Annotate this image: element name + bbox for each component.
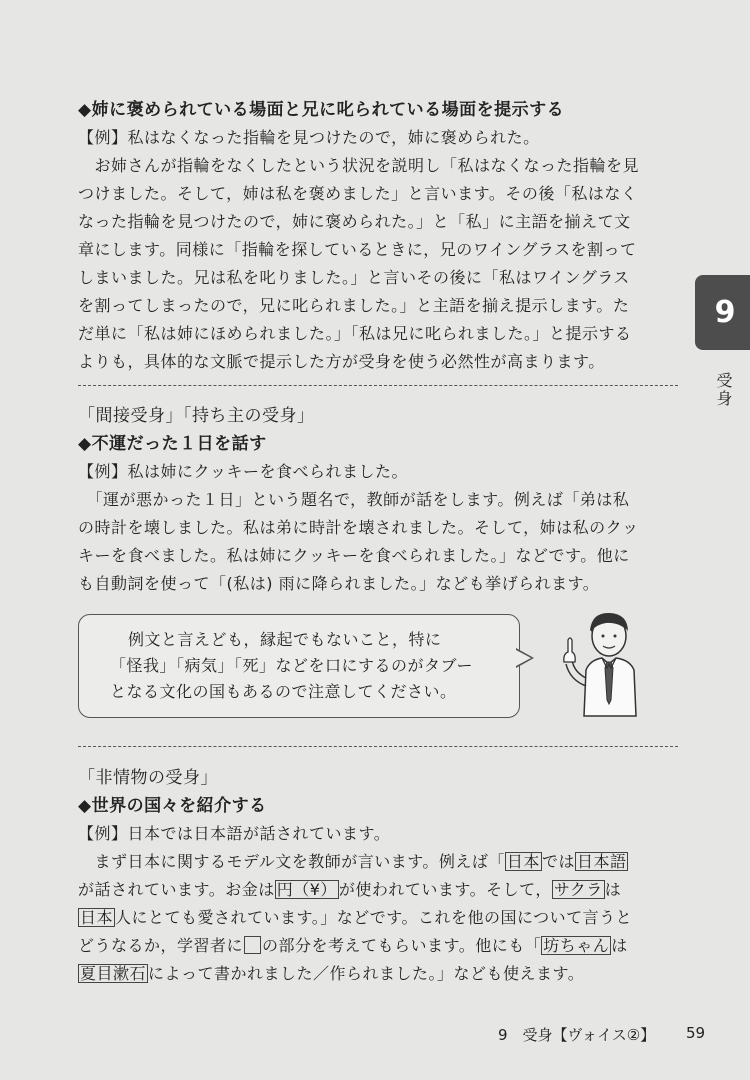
section1-body-line: だ単に「私は姉にほめられました。」「私は兄に叱られました。」と提示する — [78, 324, 632, 343]
boxed-term: 日本 — [80, 908, 114, 927]
boxed-term: 日本語 — [576, 852, 627, 871]
section1-body-line: 章にします。同様に「指輪を探しているときに，兄のワイングラスを割って — [78, 240, 637, 259]
section2-body-line: キーを食べました。私は姉にクッキーを食べられました。」などです。他に — [78, 546, 630, 565]
bubble-text-line: 「怪我」「病気」「死」などを口にするのがタブー — [110, 656, 474, 675]
section1-body-line: なった指輪を見つけたので，姉に褒められた。」と「私」に主語を揃えて文 — [78, 212, 631, 231]
chapter-label: 受身 — [714, 372, 733, 408]
section1-body-line: お姉さんが指輪をなくしたという状況を説明し「私はなくなった指輪を見 — [78, 156, 640, 175]
section1-body-line: しまいました。兄は私を叱りました。」と言いその後に「私はワイングラス — [78, 268, 630, 287]
chapter-tab — [695, 275, 750, 350]
bubble-text-line: 例文と言えども，縁起でもないこと，特に — [128, 630, 442, 649]
page-number: 59 — [686, 1024, 706, 1042]
section2-body-line: の時計を壊しました。私は弟に時計を壊されました。そして，姉は私のクッ — [78, 518, 639, 537]
section-divider — [78, 746, 678, 747]
chapter-number: 9 — [714, 295, 736, 330]
section1-body-line: つけました。そして，姉は私を褒めました」と言います。その後「私はなく — [78, 184, 638, 203]
blank-box — [244, 936, 261, 954]
bubble-text-line: となる文化の国もあるので注意してください。 — [110, 682, 457, 701]
section2-body-line: も自動詞を使って「(私は) 雨に降られました。」なども挙げられます。 — [78, 574, 600, 593]
boxed-term: 坊ちゃん — [543, 936, 610, 955]
section1-heading: ◆姉に褒められている場面と兄に叱られている場面を提示する — [78, 100, 565, 120]
section2-title: 「間接受身」「持ち主の受身」 — [78, 406, 315, 426]
boxed-term: 円（¥） — [276, 880, 337, 899]
section1-body-line: を割ってしまったので，兄に叱られました。」と主語を揃え提示します。た — [78, 296, 630, 315]
section3-body-line: どうなるか，学習者に の部分を考えてもらいます。他にも「 坊ちゃん は — [78, 936, 628, 955]
section1-example: 【例】私はなくなった指輪を見つけたので，姉に褒められた。 — [78, 128, 540, 147]
section3-example: 【例】日本では日本語が話されています。 — [78, 824, 391, 843]
section3-title: 「非情物の受身」 — [78, 768, 218, 788]
section2-example: 【例】私は姉にクッキーを食べられました。 — [78, 462, 409, 481]
section2-heading: ◆不運だった１日を話す — [78, 434, 267, 454]
section-divider — [78, 385, 678, 386]
section3-body-line: まず日本に関するモデル文を教師が言います。例えば「 日本 では 日本語 — [78, 852, 627, 871]
section1-body-line: よりも，具体的な文脈で提示した方が受身を使う必然性が高まります。 — [78, 352, 605, 371]
section3-heading: ◆世界の国々を紹介する — [78, 796, 267, 816]
teacher-illustration — [560, 608, 650, 718]
boxed-term: サクラ — [553, 880, 603, 899]
section3-body-line: が話されています。お金は 円（¥） が使われています。そして， サクラ は — [78, 880, 622, 899]
running-title: 9 受身【ヴォイス②】 — [498, 1026, 656, 1044]
section3-body-line: 日本 人にとても愛されています。」などです。これを他の国について言うと — [80, 908, 633, 927]
section3-body-line: 夏目漱石 によって書かれました／作られました。」なども使えます。 — [80, 964, 585, 983]
section2-body-line: 「運が悪かった１日」という題名で，教師が話をします。例えば「弟は私 — [78, 490, 630, 509]
boxed-term: 日本 — [506, 852, 540, 871]
boxed-term: 夏目漱石 — [80, 964, 147, 983]
